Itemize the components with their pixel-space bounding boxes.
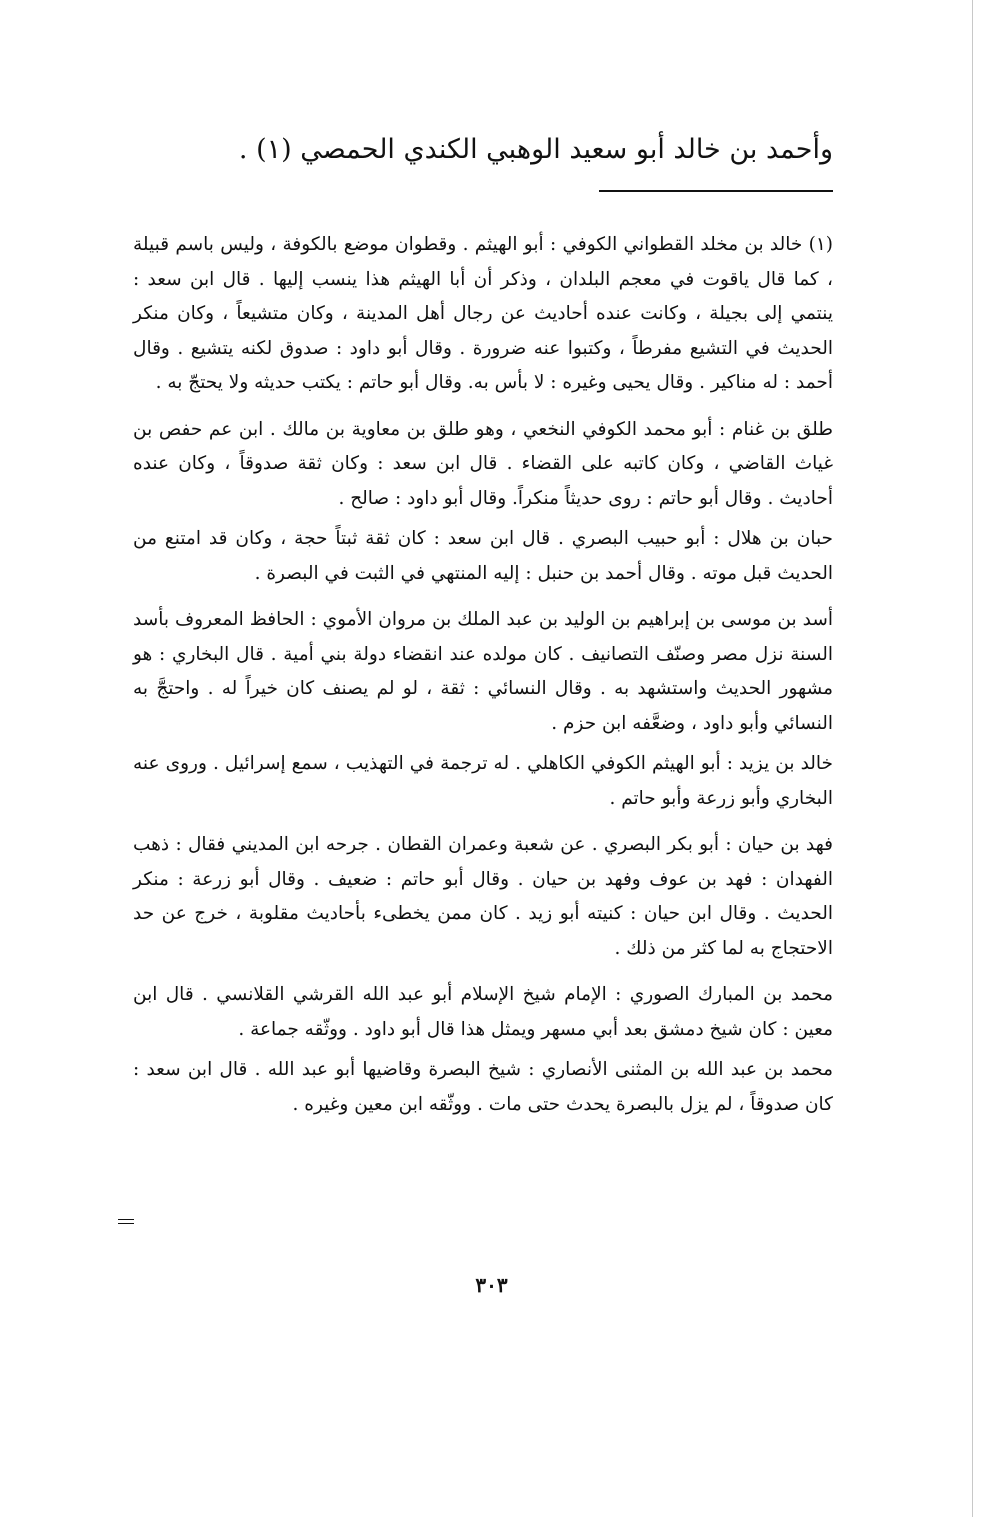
continuation-mark-icon xyxy=(118,1219,134,1229)
footnotes-section xyxy=(133,228,833,1122)
footnote-paragraph: محمد بن المبارك الصوري : الإمام شيخ الإسلام أبو عبد الله القرشي القلانسي . قال ابن معين : كان شيخ دمشق بعد أبي مسهر ويمثل هذا قال أبو داود . ووثّقه جماعة . xyxy=(133,984,833,1040)
footnote-block-5 xyxy=(133,978,833,1122)
main-text-line: وأحمد بن خالد أبو سعيد الوهبي الكندي الحمصي (١) . xyxy=(238,134,833,165)
page-number: ٣٠٣ xyxy=(475,1273,508,1297)
footnote-separator xyxy=(599,190,833,192)
footnote-paragraph: أسد بن موسى بن إبراهيم بن الوليد بن عبد الملك بن مروان الأموي : الحافظ المعروف بأسد السنة نزل مصر وصنّف التصانيف . كان مولده عند انقضاء دولة بني أمية . قال البخاري : هو مشهور الحديث واستشهد به . وقال النسائي : ثقة ، لو لم يصنف كان خيراً له . واحتجَّ به النسائي وأبو داود ، وضعَّفه ابن حزم . xyxy=(133,609,833,734)
footnote-block-4 xyxy=(133,828,833,966)
footnote-block-3 xyxy=(133,603,833,816)
footnote-paragraph: طلق بن غنام : أبو محمد الكوفي النخعي ، وهو طلق بن معاوية بن مالك . ابن عم حفص بن غياث القاضي ، وكان كاتبه على القضاء . قال ابن سعد : وكان ثقة صدوقاً ، وكان عنده أحاديث . وقال أبو حاتم : روى حديثاً منكراً. وقال أبو داود : صالح . xyxy=(133,418,833,509)
footnote-paragraph: (١) خالد بن مخلد القطواني الكوفي : أبو الهيثم . وقطوان موضع بالكوفة ، وليس باسم قبيلة ، كما قال ياقوت في معجم البلدان ، وذكر أن أبا الهيثم هذا ينسب إليها . قال ابن سعد : ينتمي إلى بجيلة ، وكانت عنده أحاديث عن رجال أهل المدينة ، وكان متشيعاً ، وكان منكر الحديث في التشيع مفرطاً ، وكتبوا عنه ضرورة . وقال أبو داود : صدوق لكنه يتشيع . وقال أحمد : له مناكير . وقال يحيى وغيره : لا بأس به. وقال أبو حاتم : يكتب حديثه ولا يحتجّ به . xyxy=(133,234,833,393)
footnote-paragraph: فهد بن حيان : أبو بكر البصري . عن شعبة وعمران القطان . جرحه ابن المديني فقال : ذهب الفهدان : فهد بن عوف وفهد بن حيان . وقال أبو حاتم : ضعيف . وقال أبو زرعة : منكر الحديث . وقال ابن حيان : كنيته أبو زيد . كان ممن يخطىء بأحاديث مقلوبة ، خرج عن حد الاحتجاج به لما كثر من ذلك . xyxy=(133,834,833,959)
footnote-paragraph: خالد بن يزيد : أبو الهيثم الكوفي الكاهلي . له ترجمة في التهذيب ، سمع إسرائيل . وروى عنه البخاري وأبو زرعة وأبو حاتم . xyxy=(133,753,833,809)
footnote-block-1 xyxy=(133,228,833,401)
footnote-paragraph: محمد بن عبد الله بن المثنى الأنصاري : شيخ البصرة وقاضيها أبو عبد الله . قال ابن سعد : كان صدوقاً ، لم يزل بالبصرة يحدث حتى مات . ووثّقه ابن معين وغيره . xyxy=(133,1059,833,1115)
footnote-paragraph: حبان بن هلال : أبو حبيب البصري . قال ابن سعد : كان ثقة ثبتاً حجة ، وكان قد امتنع من الحديث قبل موته . وقال أحمد بن حنبل : إليه المنتهي في الثبت في البصرة . xyxy=(133,528,833,584)
footnote-block-2 xyxy=(133,413,833,592)
scan-edge-line xyxy=(972,0,973,1517)
